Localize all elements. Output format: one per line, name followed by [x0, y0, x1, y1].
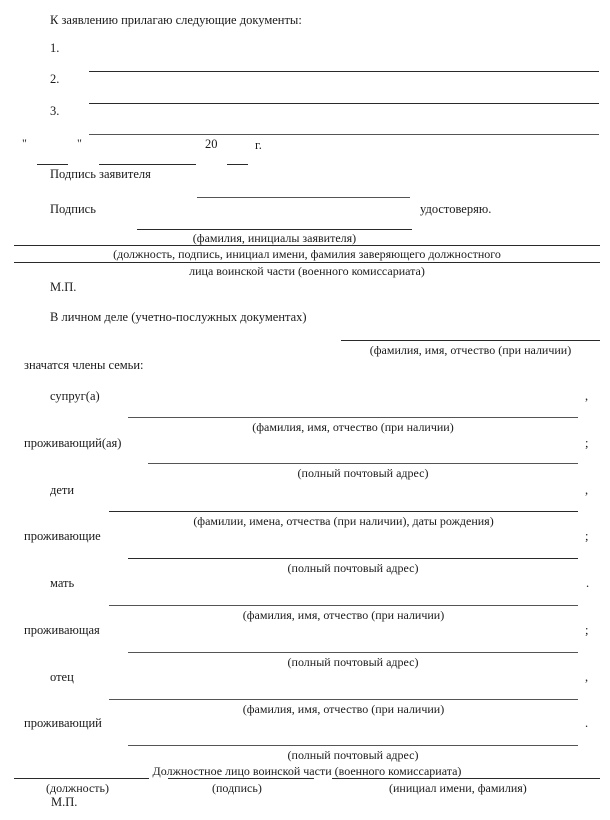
footer-stamp-label: М.П. [51, 795, 78, 809]
date-quote-open: " [22, 136, 27, 150]
applicant-signature-label: Подпись заявителя [50, 167, 151, 181]
signature-field[interactable] [197, 197, 410, 198]
spouse-name-caption: (фамилия, имя, отчество (при наличии) [252, 420, 454, 434]
applicant-name-field[interactable] [137, 229, 412, 230]
father-name-caption: (фамилия, имя, отчество (при наличии) [242, 702, 445, 716]
attachment-field-2[interactable] [89, 103, 599, 104]
father-address-caption: (полный почтовый адрес) [287, 748, 419, 762]
attachment-number-3: 3. [50, 104, 60, 118]
attachment-field-1[interactable] [89, 71, 599, 72]
stamp-label: М.П. [50, 280, 77, 294]
date-quote-close: " [77, 136, 82, 150]
certify-label: удостоверяю. [420, 202, 492, 216]
signature-label: Подпись [50, 202, 96, 216]
family-punct-children-residence: ; [585, 529, 589, 543]
spouse-address-field[interactable] [148, 463, 578, 464]
family-label-father-residence: проживающий [24, 716, 102, 730]
family-intro: значатся члены семьи: [24, 358, 144, 372]
certifier-field[interactable] [14, 245, 600, 246]
children-names-caption: (фамилии, имена, отчества (при наличии), даты рождения) [193, 514, 494, 528]
certifier-caption-line1: (должность, подпись, инициал имени, фамилия заверяющего должностного [113, 247, 501, 261]
mother-address-field[interactable] [128, 652, 578, 653]
date-year-prefix: 20 [205, 137, 218, 151]
official-name-field[interactable] [332, 778, 600, 779]
mother-name-field[interactable] [109, 605, 578, 606]
date-day-field[interactable] [37, 164, 68, 165]
family-punct-spouse-residence: ; [585, 436, 589, 450]
signature-caption: (подпись) [212, 781, 262, 795]
date-month-field[interactable] [99, 164, 196, 165]
applicant-name-caption: (фамилия, инициалы заявителя) [192, 231, 357, 245]
attachment-number-2: 2. [50, 72, 60, 86]
family-label-mother-residence: проживающая [24, 623, 100, 637]
spouse-name-field[interactable] [128, 417, 578, 418]
spouse-address-caption: (полный почтовый адрес) [297, 466, 429, 480]
family-punct-mother-residence: ; [585, 623, 589, 637]
family-punct-father-residence: . [585, 716, 589, 730]
family-punct-children: , [585, 483, 589, 497]
attachment-number-1: 1. [50, 41, 60, 55]
children-address-caption: (полный почтовый адрес) [287, 561, 419, 575]
date-year-suffix: г. [255, 138, 262, 152]
attachments-intro: К заявлению прилагаю следующие документы: [50, 13, 302, 27]
family-punct-spouse: , [585, 389, 589, 403]
father-address-field[interactable] [128, 745, 578, 746]
attachment-field-3[interactable] [89, 134, 599, 135]
family-punct-mother: . [586, 576, 590, 590]
official-title: Должностное лицо воинской части (военного комиссариата) [152, 764, 462, 778]
children-address-field[interactable] [128, 558, 578, 559]
name-caption: (инициал имени, фамилия) [389, 781, 527, 795]
family-label-mother: мать [50, 576, 75, 590]
family-punct-father: , [585, 670, 589, 684]
official-signature-field[interactable] [168, 778, 314, 779]
family-label-spouse-residence: проживающий(ая) [24, 436, 122, 450]
family-label-father: отец [50, 670, 74, 684]
father-name-field[interactable] [109, 699, 578, 700]
certifier-field-2[interactable] [14, 262, 600, 263]
date-year-field[interactable] [227, 164, 248, 165]
family-label-spouse: супруг(а) [50, 389, 100, 403]
serviceman-name-field[interactable] [341, 340, 600, 341]
mother-address-caption: (полный почтовый адрес) [287, 655, 419, 669]
family-label-children-residence: проживающие [24, 529, 101, 543]
children-names-field[interactable] [109, 511, 578, 512]
position-caption: (должность) [46, 781, 109, 795]
certifier-caption-line2: лица воинской части (военного комиссариата) [189, 264, 425, 278]
serviceman-name-caption: (фамилия, имя, отчество (при наличии) [369, 343, 572, 357]
family-label-children: дети [50, 483, 75, 497]
official-position-field[interactable] [14, 778, 149, 779]
mother-name-caption: (фамилия, имя, отчество (при наличии) [242, 608, 445, 622]
personal-file-intro: В личном деле (учетно-послужных документах) [50, 310, 307, 324]
